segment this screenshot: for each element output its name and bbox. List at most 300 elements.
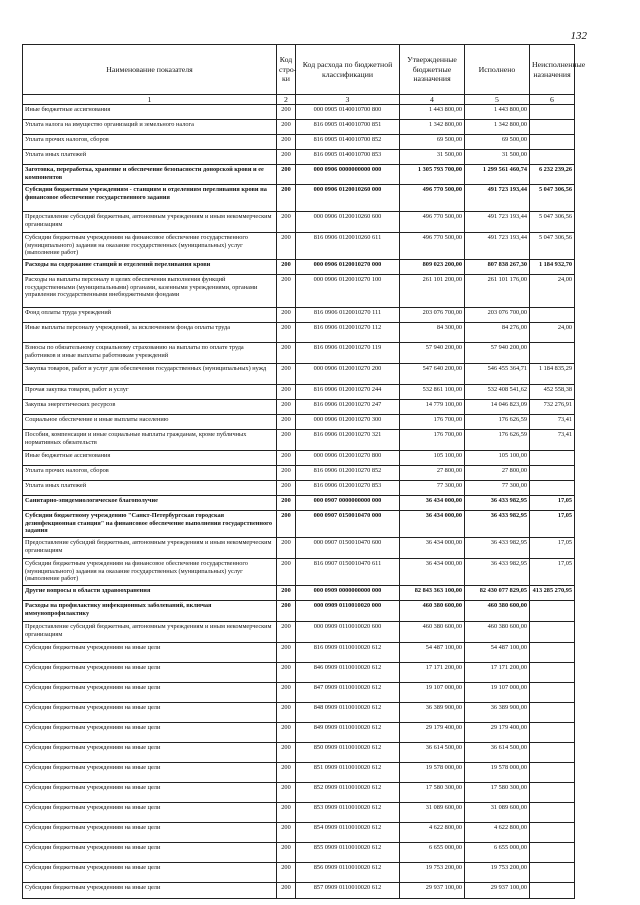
- row-name-cell: Расходы на выплаты персоналу в целях обеспечения выполнения функций государственными (муниципальными) органами, казенными учреждениями, органами управления государственными внебюджетными фондами: [23, 275, 277, 308]
- row-remaining-cell: 17,05: [530, 511, 575, 538]
- table-row: [23, 308, 575, 323]
- row-line-cell: 200: [277, 400, 296, 415]
- table-row: [23, 559, 575, 586]
- row-name-cell: Субсидии бюджетным учреждениям на иные цели: [23, 863, 277, 883]
- row-remaining-cell: [530, 723, 575, 743]
- row-name-cell: Уплата иных платежей: [23, 150, 277, 165]
- row-name-cell: Уплата прочих налогов, сборов: [23, 135, 277, 150]
- row-code-cell: 852 0909 0110010020 612: [296, 783, 400, 803]
- row-remaining-cell: [530, 466, 575, 481]
- row-code-cell: 816 0905 0140010700 853: [296, 150, 400, 165]
- table-row: [23, 683, 575, 703]
- row-name-cell: Предоставление субсидий бюджетным, автономным учреждениям и иным некоммерческим организациям: [23, 622, 277, 643]
- row-approved-cell: 809 023 200,00: [400, 260, 465, 275]
- row-name-cell: Расходы на профилактику инфекционных заболеваний, включая иммунопрофилактику: [23, 601, 277, 622]
- row-name-cell: Расходы на содержание станций и отделений переливания крови: [23, 260, 277, 275]
- row-executed-cell: 17 171 200,00: [465, 663, 530, 683]
- row-code-cell: 000 0905 0140010700 800: [296, 105, 400, 120]
- row-line-cell: 200: [277, 843, 296, 863]
- row-code-cell: 000 0906 0120010270 100: [296, 275, 400, 308]
- page-number: 132: [570, 30, 587, 42]
- row-name-cell: Закупка товаров, работ и услуг для обеспечения государственных (муниципальных) нужд: [23, 364, 277, 385]
- table-row: [23, 466, 575, 481]
- table-row: [23, 763, 575, 783]
- row-approved-cell: 460 380 600,00: [400, 601, 465, 622]
- table-row: [23, 883, 575, 899]
- row-executed-cell: 84 276,00: [465, 323, 530, 343]
- row-executed-cell: 6 655 000,00: [465, 843, 530, 863]
- row-name-cell: Взносы по обязательному социальному страхованию на выплаты по оплате труда работников и иные выплаты работникам учреждений: [23, 343, 277, 364]
- row-approved-cell: 29 179 400,00: [400, 723, 465, 743]
- row-line-cell: 200: [277, 481, 296, 496]
- row-approved-cell: 14 779 100,00: [400, 400, 465, 415]
- row-executed-cell: 29 937 100,00: [465, 883, 530, 899]
- col-header-code: Код расхода по бюджетной классификации: [296, 45, 400, 95]
- row-remaining-cell: 17,05: [530, 496, 575, 511]
- row-executed-cell: 807 838 267,30: [465, 260, 530, 275]
- row-code-cell: 000 0906 0000000000 000: [296, 165, 400, 185]
- row-executed-cell: 176 626,59: [465, 415, 530, 430]
- row-code-cell: 000 0906 0120010260 000: [296, 185, 400, 212]
- row-name-cell: Субсидии бюджетным учреждениям на иные цели: [23, 663, 277, 683]
- column-number: 6: [530, 95, 575, 105]
- row-line-cell: 200: [277, 538, 296, 559]
- row-line-cell: 200: [277, 212, 296, 233]
- row-line-cell: 200: [277, 783, 296, 803]
- row-line-cell: 200: [277, 260, 296, 275]
- row-remaining-cell: 5 047 306,56: [530, 185, 575, 212]
- row-line-cell: 200: [277, 135, 296, 150]
- row-executed-cell: 491 723 193,44: [465, 185, 530, 212]
- row-name-cell: Субсидии бюджетным учреждениям на иные цели: [23, 763, 277, 783]
- row-executed-cell: 69 500,00: [465, 135, 530, 150]
- row-approved-cell: 105 100,00: [400, 451, 465, 466]
- row-executed-cell: 19 578 000,00: [465, 763, 530, 783]
- table-row: [23, 364, 575, 385]
- row-remaining-cell: 73,41: [530, 430, 575, 451]
- row-line-cell: 200: [277, 643, 296, 663]
- row-executed-cell: 27 800,00: [465, 466, 530, 481]
- row-approved-cell: 261 101 200,00: [400, 275, 465, 308]
- row-executed-cell: 54 487 100,00: [465, 643, 530, 663]
- row-code-cell: 000 0906 0120010270 800: [296, 451, 400, 466]
- row-approved-cell: 31 500,00: [400, 150, 465, 165]
- row-line-cell: 200: [277, 430, 296, 451]
- row-line-cell: 200: [277, 683, 296, 703]
- row-code-cell: 816 0906 0120010270 119: [296, 343, 400, 364]
- row-code-cell: 816 0906 0120010270 321: [296, 430, 400, 451]
- row-name-cell: Уплата иных платежей: [23, 481, 277, 496]
- row-executed-cell: 14 046 823,09: [465, 400, 530, 415]
- row-code-cell: 816 0906 0120010270 244: [296, 385, 400, 400]
- row-line-cell: 200: [277, 364, 296, 385]
- row-approved-cell: 36 434 000,00: [400, 559, 465, 586]
- row-remaining-cell: 6 232 239,26: [530, 165, 575, 185]
- row-approved-cell: 69 500,00: [400, 135, 465, 150]
- row-code-cell: 850 0909 0110010020 612: [296, 743, 400, 763]
- row-approved-cell: 54 487 100,00: [400, 643, 465, 663]
- table-row: [23, 783, 575, 803]
- row-approved-cell: 203 076 700,00: [400, 308, 465, 323]
- row-code-cell: 000 0906 0120010260 600: [296, 212, 400, 233]
- row-name-cell: Субсидии бюджетным учреждениям на иные цели: [23, 823, 277, 843]
- row-remaining-cell: [530, 343, 575, 364]
- table-row: [23, 120, 575, 135]
- table-row: [23, 135, 575, 150]
- row-remaining-cell: [530, 601, 575, 622]
- column-number: 2: [277, 95, 296, 105]
- table-row: [23, 275, 575, 308]
- row-approved-cell: 77 300,00: [400, 481, 465, 496]
- row-remaining-cell: 5 047 306,56: [530, 233, 575, 260]
- row-line-cell: 200: [277, 150, 296, 165]
- row-approved-cell: 176 700,00: [400, 415, 465, 430]
- row-line-cell: 200: [277, 415, 296, 430]
- row-remaining-cell: 413 285 270,95: [530, 586, 575, 601]
- row-name-cell: Субсидии бюджетным учреждениям на иные цели: [23, 783, 277, 803]
- table-row: [23, 451, 575, 466]
- row-code-cell: 000 0907 0000000000 000: [296, 496, 400, 511]
- col-header-executed: Исполнено: [465, 45, 530, 95]
- row-approved-cell: 84 300,00: [400, 323, 465, 343]
- row-name-cell: Субсидии бюджетным учреждениям - станциям и отделениям переливания крови на финансовое обеспечение государственного задания: [23, 185, 277, 212]
- row-remaining-cell: [530, 783, 575, 803]
- row-line-cell: 200: [277, 275, 296, 308]
- table-row: [23, 233, 575, 260]
- row-executed-cell: 176 626,59: [465, 430, 530, 451]
- table-row: [23, 622, 575, 643]
- row-approved-cell: 19 578 000,00: [400, 763, 465, 783]
- row-name-cell: Субсидии бюджетным учреждениям на иные цели: [23, 683, 277, 703]
- row-approved-cell: 6 655 000,00: [400, 843, 465, 863]
- row-executed-cell: 77 300,00: [465, 481, 530, 496]
- row-remaining-cell: [530, 481, 575, 496]
- row-remaining-cell: [530, 150, 575, 165]
- row-remaining-cell: [530, 743, 575, 763]
- row-code-cell: 000 0907 0150010470 000: [296, 511, 400, 538]
- row-code-cell: 000 0906 0120010270 300: [296, 415, 400, 430]
- row-line-cell: 200: [277, 466, 296, 481]
- table-header-row: [23, 45, 575, 95]
- row-executed-cell: 460 380 600,00: [465, 622, 530, 643]
- row-line-cell: 200: [277, 120, 296, 135]
- col-header-name: Наименование показателя: [23, 45, 277, 95]
- row-executed-cell: 17 580 300,00: [465, 783, 530, 803]
- row-line-cell: 200: [277, 863, 296, 883]
- row-line-cell: 200: [277, 601, 296, 622]
- table-row: [23, 481, 575, 496]
- col-header-remaining: Неисполненные назначения: [530, 45, 575, 95]
- row-remaining-cell: 24,00: [530, 275, 575, 308]
- row-executed-cell: 1 299 561 460,74: [465, 165, 530, 185]
- row-remaining-cell: [530, 308, 575, 323]
- row-code-cell: 855 0909 0110010020 612: [296, 843, 400, 863]
- row-remaining-cell: [530, 643, 575, 663]
- row-code-cell: 816 0905 0140010700 852: [296, 135, 400, 150]
- row-name-cell: Субсидии бюджетным учреждениям на иные цели: [23, 643, 277, 663]
- row-line-cell: 200: [277, 105, 296, 120]
- row-code-cell: 848 0909 0110010020 612: [296, 703, 400, 723]
- row-approved-cell: 19 107 000,00: [400, 683, 465, 703]
- row-name-cell: Социальное обеспечение и иные выплаты населению: [23, 415, 277, 430]
- row-executed-cell: 491 723 193,44: [465, 212, 530, 233]
- row-approved-cell: 82 843 363 100,00: [400, 586, 465, 601]
- row-executed-cell: 546 455 364,71: [465, 364, 530, 385]
- row-approved-cell: 36 614 500,00: [400, 743, 465, 763]
- table-row: [23, 843, 575, 863]
- row-executed-cell: 105 100,00: [465, 451, 530, 466]
- row-code-cell: 857 0909 0110010020 612: [296, 883, 400, 899]
- row-remaining-cell: 5 047 306,56: [530, 212, 575, 233]
- table-row: [23, 511, 575, 538]
- row-line-cell: 200: [277, 385, 296, 400]
- row-name-cell: Уплата налога на имущество организаций и земельного налога: [23, 120, 277, 135]
- row-name-cell: Иные бюджетные ассигнования: [23, 451, 277, 466]
- table-row: [23, 496, 575, 511]
- row-executed-cell: 532 408 541,62: [465, 385, 530, 400]
- row-remaining-cell: 17,05: [530, 559, 575, 586]
- table-row: [23, 150, 575, 165]
- row-remaining-cell: [530, 120, 575, 135]
- row-remaining-cell: [530, 663, 575, 683]
- row-line-cell: 200: [277, 823, 296, 843]
- row-remaining-cell: 1 184 932,70: [530, 260, 575, 275]
- row-code-cell: 816 0906 0120010270 112: [296, 323, 400, 343]
- row-approved-cell: 57 940 200,00: [400, 343, 465, 364]
- row-code-cell: 816 0905 0140010700 851: [296, 120, 400, 135]
- table-row: [23, 185, 575, 212]
- row-executed-cell: 36 433 982,95: [465, 559, 530, 586]
- row-name-cell: Фонд оплаты труда учреждений: [23, 308, 277, 323]
- row-remaining-cell: 1 184 835,29: [530, 364, 575, 385]
- row-name-cell: Другие вопросы в области здравоохранения: [23, 586, 277, 601]
- row-approved-cell: 1 443 800,00: [400, 105, 465, 120]
- row-code-cell: 816 0906 0120010270 111: [296, 308, 400, 323]
- row-approved-cell: 36 434 000,00: [400, 538, 465, 559]
- row-executed-cell: 36 614 500,00: [465, 743, 530, 763]
- table-row: [23, 803, 575, 823]
- row-remaining-cell: [530, 863, 575, 883]
- row-code-cell: 847 0909 0110010020 612: [296, 683, 400, 703]
- row-line-cell: 200: [277, 763, 296, 783]
- column-number: 4: [400, 95, 465, 105]
- col-header-line: Код стро-ки: [277, 45, 296, 95]
- row-line-cell: 200: [277, 323, 296, 343]
- row-approved-cell: 496 770 500,00: [400, 233, 465, 260]
- row-approved-cell: 36 389 900,00: [400, 703, 465, 723]
- row-remaining-cell: 17,05: [530, 538, 575, 559]
- table-row: [23, 703, 575, 723]
- row-approved-cell: 36 434 000,00: [400, 511, 465, 538]
- row-executed-cell: 19 107 000,00: [465, 683, 530, 703]
- row-line-cell: 200: [277, 308, 296, 323]
- row-code-cell: 000 0909 0000000000 000: [296, 586, 400, 601]
- row-executed-cell: 31 500,00: [465, 150, 530, 165]
- row-executed-cell: 31 089 600,00: [465, 803, 530, 823]
- row-name-cell: Субсидии бюджетным учреждениям на иные цели: [23, 803, 277, 823]
- table-row: [23, 165, 575, 185]
- table-row: [23, 415, 575, 430]
- row-approved-cell: 17 580 300,00: [400, 783, 465, 803]
- table-row: [23, 430, 575, 451]
- table-row: [23, 400, 575, 415]
- row-code-cell: 000 0906 0120010270 000: [296, 260, 400, 275]
- row-approved-cell: 29 937 100,00: [400, 883, 465, 899]
- column-number-row: [23, 95, 575, 105]
- row-code-cell: 816 0909 0110010020 612: [296, 643, 400, 663]
- row-code-cell: 853 0909 0110010020 612: [296, 803, 400, 823]
- table-row: [23, 601, 575, 622]
- row-code-cell: 000 0909 0110010020 000: [296, 601, 400, 622]
- row-code-cell: 816 0906 0120010260 611: [296, 233, 400, 260]
- row-approved-cell: 547 640 200,00: [400, 364, 465, 385]
- table-row: [23, 863, 575, 883]
- row-executed-cell: 203 076 700,00: [465, 308, 530, 323]
- table-row: [23, 723, 575, 743]
- row-line-cell: 200: [277, 233, 296, 260]
- row-line-cell: 200: [277, 451, 296, 466]
- row-name-cell: Прочая закупка товаров, работ и услуг: [23, 385, 277, 400]
- row-name-cell: Субсидии бюджетным учреждениям на иные цели: [23, 743, 277, 763]
- table-row: [23, 323, 575, 343]
- table-row: [23, 823, 575, 843]
- row-code-cell: 000 0909 0110010020 600: [296, 622, 400, 643]
- row-line-cell: 200: [277, 743, 296, 763]
- column-number: 1: [23, 95, 277, 105]
- row-approved-cell: 4 622 800,00: [400, 823, 465, 843]
- table-row: [23, 385, 575, 400]
- row-line-cell: 200: [277, 703, 296, 723]
- table-row: [23, 663, 575, 683]
- row-name-cell: Субсидии бюджетным учреждениям на иные цели: [23, 703, 277, 723]
- row-code-cell: 816 0907 0150010470 611: [296, 559, 400, 586]
- row-name-cell: Субсидии бюджетным учреждениям на финансовое обеспечение государственного (муниципального) задания на оказание государственных (муниципальных) услуг (выполнение работ): [23, 233, 277, 260]
- row-line-cell: 200: [277, 165, 296, 185]
- row-remaining-cell: 452 558,38: [530, 385, 575, 400]
- row-executed-cell: 19 753 200,00: [465, 863, 530, 883]
- row-approved-cell: 27 800,00: [400, 466, 465, 481]
- table-body: [23, 95, 575, 899]
- table-row: [23, 105, 575, 120]
- row-remaining-cell: [530, 883, 575, 899]
- row-executed-cell: 82 430 077 829,05: [465, 586, 530, 601]
- row-remaining-cell: [530, 683, 575, 703]
- table-row: [23, 260, 575, 275]
- row-line-cell: 200: [277, 883, 296, 899]
- row-executed-cell: 36 433 982,95: [465, 496, 530, 511]
- row-executed-cell: 4 622 800,00: [465, 823, 530, 843]
- row-approved-cell: 31 089 600,00: [400, 803, 465, 823]
- row-executed-cell: 36 389 900,00: [465, 703, 530, 723]
- row-executed-cell: 491 723 193,44: [465, 233, 530, 260]
- row-line-cell: 200: [277, 723, 296, 743]
- row-name-cell: Иные выплаты персоналу учреждений, за исключением фонда оплаты труда: [23, 323, 277, 343]
- table-row: [23, 586, 575, 601]
- row-approved-cell: 19 753 200,00: [400, 863, 465, 883]
- row-executed-cell: 36 433 982,95: [465, 538, 530, 559]
- row-line-cell: 200: [277, 559, 296, 586]
- row-executed-cell: 36 433 982,95: [465, 511, 530, 538]
- row-line-cell: 200: [277, 343, 296, 364]
- row-executed-cell: 1 443 800,00: [465, 105, 530, 120]
- row-executed-cell: 29 179 400,00: [465, 723, 530, 743]
- row-name-cell: Предоставление субсидий бюджетным, автономным учреждениям и иным некоммерческим организациям: [23, 212, 277, 233]
- row-remaining-cell: [530, 703, 575, 723]
- row-code-cell: 846 0909 0110010020 612: [296, 663, 400, 683]
- row-remaining-cell: [530, 803, 575, 823]
- row-remaining-cell: 732 276,91: [530, 400, 575, 415]
- row-code-cell: 851 0909 0110010020 612: [296, 763, 400, 783]
- row-name-cell: Пособия, компенсации и иные социальные выплаты гражданам, кроме публичных нормативных обязательств: [23, 430, 277, 451]
- row-line-cell: 200: [277, 663, 296, 683]
- row-line-cell: 200: [277, 185, 296, 212]
- row-approved-cell: 176 700,00: [400, 430, 465, 451]
- row-remaining-cell: [530, 823, 575, 843]
- row-code-cell: 856 0909 0110010020 612: [296, 863, 400, 883]
- row-executed-cell: 1 342 800,00: [465, 120, 530, 135]
- row-approved-cell: 460 380 600,00: [400, 622, 465, 643]
- row-line-cell: 200: [277, 622, 296, 643]
- table-row: [23, 212, 575, 233]
- row-executed-cell: 261 101 176,00: [465, 275, 530, 308]
- column-number: 5: [465, 95, 530, 105]
- row-name-cell: Субсидии бюджетным учреждениям на финансовое обеспечение государственного (муниципального) задания на оказание государственных (муниципальных) услуг (выполнение работ): [23, 559, 277, 586]
- row-executed-cell: 57 940 200,00: [465, 343, 530, 364]
- row-line-cell: 200: [277, 586, 296, 601]
- column-number: 3: [296, 95, 400, 105]
- row-name-cell: Санитарно-эпидемиологическое благополучие: [23, 496, 277, 511]
- table-row: [23, 343, 575, 364]
- table-row: [23, 538, 575, 559]
- row-remaining-cell: [530, 622, 575, 643]
- row-code-cell: 854 0909 0110010020 612: [296, 823, 400, 843]
- row-name-cell: Заготовка, переработка, хранение и обеспечение безопасности донорской крови и ее компонентов: [23, 165, 277, 185]
- row-remaining-cell: [530, 843, 575, 863]
- row-name-cell: Предоставление субсидий бюджетным, автономным учреждениям и иным некоммерческим организациям: [23, 538, 277, 559]
- row-code-cell: 816 0906 0120010270 853: [296, 481, 400, 496]
- row-name-cell: Субсидии бюджетному учреждению "Санкт-Петербургская городская дезинфекционная станция" на финансовое обеспечение выполнения государственного задания: [23, 511, 277, 538]
- row-line-cell: 200: [277, 511, 296, 538]
- row-name-cell: Иные бюджетные ассигнования: [23, 105, 277, 120]
- row-approved-cell: 1 342 800,00: [400, 120, 465, 135]
- row-code-cell: 000 0906 0120010270 200: [296, 364, 400, 385]
- row-remaining-cell: [530, 135, 575, 150]
- row-approved-cell: 1 305 793 700,00: [400, 165, 465, 185]
- table-row: [23, 643, 575, 663]
- row-line-cell: 200: [277, 496, 296, 511]
- row-code-cell: 000 0907 0150010470 600: [296, 538, 400, 559]
- row-approved-cell: 496 770 500,00: [400, 185, 465, 212]
- row-remaining-cell: [530, 763, 575, 783]
- budget-execution-table: [22, 44, 586, 899]
- row-name-cell: Субсидии бюджетным учреждениям на иные цели: [23, 723, 277, 743]
- row-code-cell: 816 0906 0120010270 852: [296, 466, 400, 481]
- row-remaining-cell: [530, 451, 575, 466]
- row-approved-cell: 36 434 000,00: [400, 496, 465, 511]
- row-approved-cell: 496 770 500,00: [400, 212, 465, 233]
- col-header-approved: Утвержденные бюджетные назначения: [400, 45, 465, 95]
- row-name-cell: Субсидии бюджетным учреждениям на иные цели: [23, 883, 277, 899]
- row-approved-cell: 532 861 100,00: [400, 385, 465, 400]
- row-remaining-cell: 73,41: [530, 415, 575, 430]
- row-remaining-cell: [530, 105, 575, 120]
- row-executed-cell: 460 380 600,00: [465, 601, 530, 622]
- row-code-cell: 816 0906 0120010270 247: [296, 400, 400, 415]
- row-name-cell: Субсидии бюджетным учреждениям на иные цели: [23, 843, 277, 863]
- row-remaining-cell: 24,00: [530, 323, 575, 343]
- table-row: [23, 743, 575, 763]
- row-code-cell: 849 0909 0110010020 612: [296, 723, 400, 743]
